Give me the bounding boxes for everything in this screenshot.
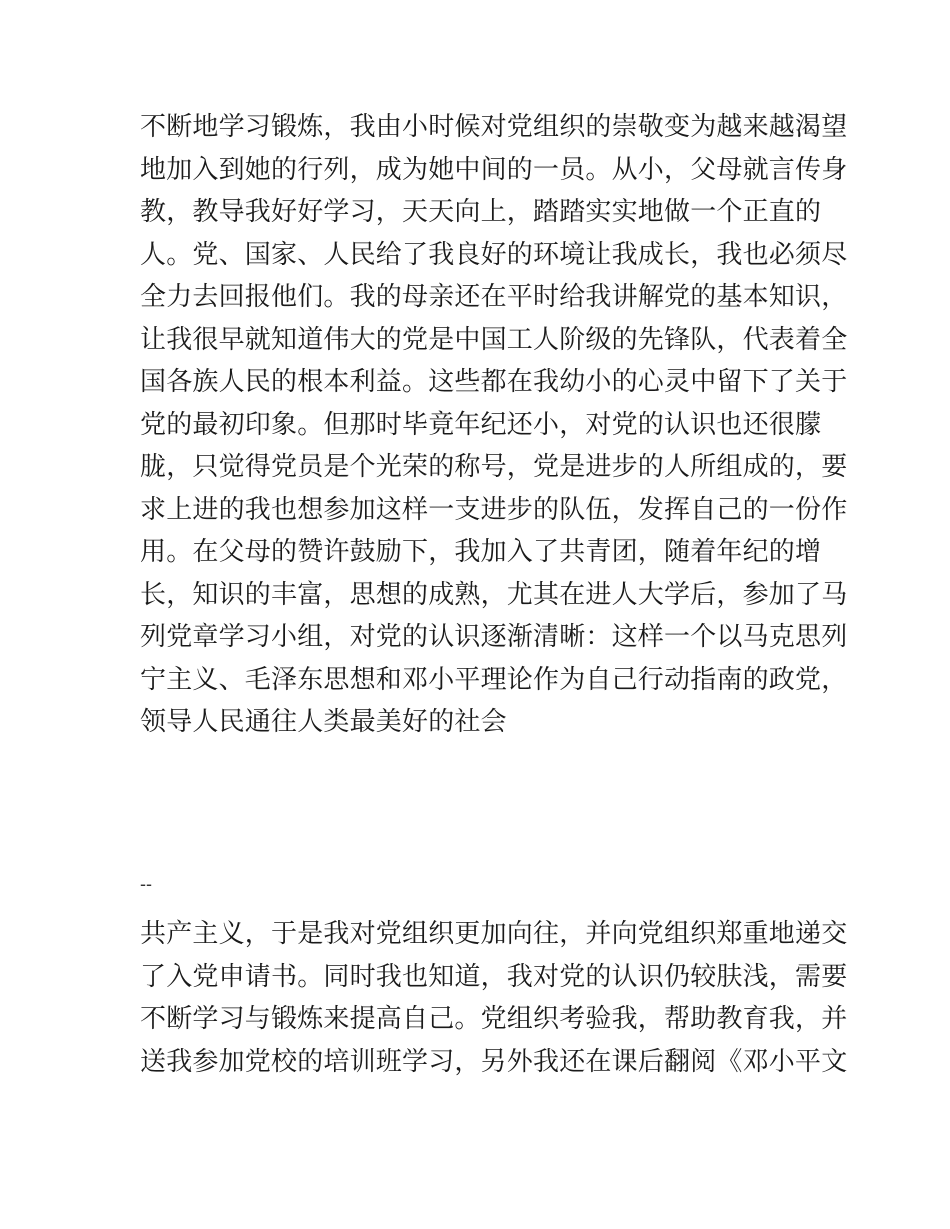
paragraph-body-2 xyxy=(140,913,848,1083)
text-line: 列党章学习小组，对党的认识逐渐清晰：这样一个以马克思列 xyxy=(140,622,848,652)
text-line: 不断学习与锻炼来提高自己。党组织考验我，帮助教育我，并 xyxy=(140,1004,848,1034)
text-line: 领导人民通往人类最美好的社会 xyxy=(140,707,507,737)
text-line: 全力去回报他们。我的母亲还在平时给我讲解党的基本知识， xyxy=(140,282,848,312)
text-line: 长，知识的丰富，思想的成熟，尤其在进人大学后，参加了马 xyxy=(140,579,848,610)
text-line: 求上进的我也想参加这样一支进步的队伍，发挥自己的一份作 xyxy=(140,494,848,525)
text-line: 送我参加党校的培训班学习，另外我还在课后翻阅《邓小平文 xyxy=(140,1046,848,1077)
text-line: 人。党、国家、人民给了我良好的环境让我成长，我也必须尽 xyxy=(140,239,848,270)
page-break-separator: -- xyxy=(140,874,152,894)
text-line: 地加入到她的行列，成为她中间的一员。从小，父母就言传身 xyxy=(140,154,848,185)
text-line: 不断地学习锻炼，我由小时候对党组织的崇敬变为越来越渴望 xyxy=(140,112,848,142)
text-line: 党的最初印象。但那时毕竟年纪还小，对党的认识也还很朦 xyxy=(140,409,822,440)
text-line: 共产主义，于是我对党组织更加向往，并向党组织郑重地递交 xyxy=(140,919,848,949)
text-line: 宁主义、毛泽东思想和邓小平理论作为自己行动指南的政党， xyxy=(140,664,848,695)
text-line: 教，教导我好好学习，天天向上，踏踏实实地做一个正直的 xyxy=(140,197,822,227)
text-line: 了入党申请书。同时我也知道，我对党的认识仍较肤浅，需要 xyxy=(140,961,848,992)
text-line: 国各族人民的根本利益。这些都在我幼小的心灵中留下了关于 xyxy=(140,367,848,397)
text-line: 用。在父母的赞许鼓励下，我加入了共青团，随着年纪的增 xyxy=(140,537,822,567)
text-line: 胧，只觉得党员是个光荣的称号，党是进步的人所组成的，要 xyxy=(140,452,848,482)
text-line: 让我很早就知道伟大的党是中国工人阶级的先锋队，代表着全 xyxy=(140,324,848,355)
paragraph-body-1 xyxy=(140,106,848,744)
